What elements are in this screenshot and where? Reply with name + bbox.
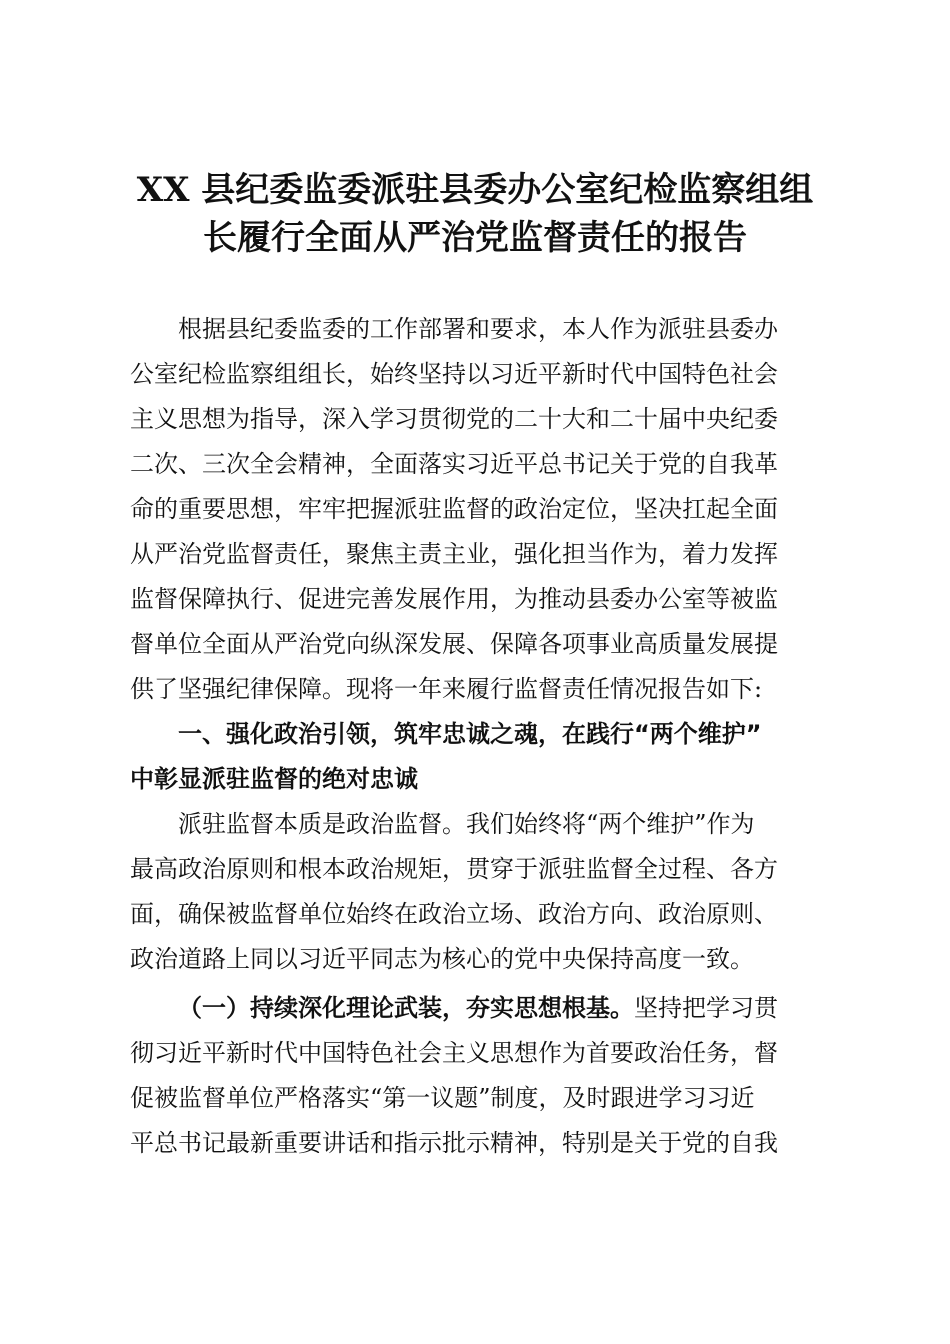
- intro-line: 主义思想为指导，深入学习贯彻党的二十大和二十届中央纪委: [130, 405, 778, 433]
- intro-line: 监督保障执行、促进完善发展作用，为推动县委办公室等被监: [130, 585, 778, 613]
- title-line-1: XX 县纪委监委派驻县委办公室纪检监察组组: [136, 170, 814, 210]
- subsection-1-first-line-rest: 坚持把学习贯: [634, 994, 778, 1022]
- section-1-heading-line: 一、强化政治引领，筑牢忠诚之魂，在践行“两个维护”: [178, 720, 762, 748]
- section-1-heading: [130, 712, 835, 802]
- section-1-line: 派驻监督本质是政治监督。我们始终将“两个维护”作为: [178, 810, 755, 838]
- subsection-1-line: 彻习近平新时代中国特色社会主义思想作为首要政治任务，督: [130, 1039, 778, 1067]
- intro-line: 二次、三次全会精神，全面落实习近平总书记关于党的自我革: [130, 450, 778, 478]
- intro-line: 供了坚强纪律保障。现将一年来履行监督责任情况报告如下:: [130, 675, 763, 703]
- intro-line: 命的重要思想，牢牢把握派驻监督的政治定位，坚决扛起全面: [130, 495, 778, 523]
- section-1-heading-line: 中彰显派驻监督的绝对忠诚: [130, 765, 418, 793]
- intro-line: 从严治党监督责任，聚焦主责主业，强化担当作为，着力发挥: [130, 540, 778, 568]
- intro-line: 公室纪检监察组组长，始终坚持以习近平新时代中国特色社会: [130, 360, 778, 388]
- subsection-1-line: 平总书记最新重要讲话和指示批示精神，特别是关于党的自我: [130, 1129, 778, 1157]
- title-line-2: 长履行全面从严治党监督责任的报告: [203, 218, 747, 258]
- subsection-1-lead: （一）持续深化理论武装，夯实思想根基。: [178, 994, 634, 1022]
- subsection-1-first-line: [130, 986, 835, 1031]
- intro-line: 根据县纪委监委的工作部署和要求，本人作为派驻县委办: [178, 315, 778, 343]
- intro-line: 督单位全面从严治党向纵深发展、保障各项事业高质量发展提: [130, 630, 778, 658]
- document-body: [130, 307, 835, 1166]
- section-1-paragraph: [130, 802, 835, 982]
- intro-paragraph: [130, 307, 835, 712]
- section-1-line: 最高政治原则和根本政治规矩，贯穿于派驻监督全过程、各方: [130, 855, 778, 883]
- subsection-1-line: 促被监督单位严格落实“第一议题”制度，及时跟进学习习近: [130, 1084, 755, 1112]
- section-1-line: 面，确保被监督单位始终在政治立场、政治方向、政治原则、: [130, 900, 778, 928]
- subsection-1-paragraph: [130, 986, 835, 1166]
- document-title: [120, 166, 830, 262]
- section-1-line: 政治道路上同以习近平同志为核心的党中央保持高度一致。: [130, 945, 754, 973]
